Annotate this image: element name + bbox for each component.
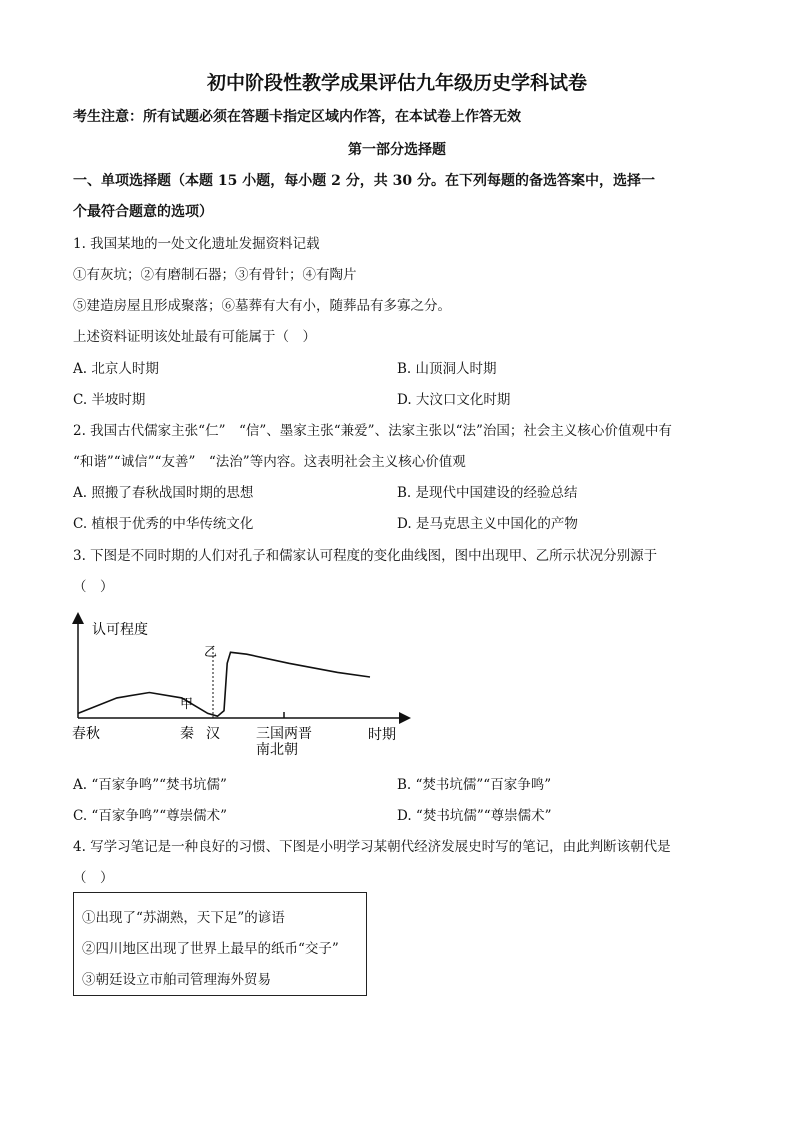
tick-label-qin: 秦 [180, 726, 194, 742]
section-heading-line1: 一、单项选择题（本题 15 小题，每小题 2 分，共 30 分。在下列每题的备选答案中，选择一 [73, 173, 655, 189]
y-axis-label: 认可程度 [92, 622, 148, 638]
q1-line4: 上述资料证明该处址最有可能属于（ ） [73, 329, 316, 345]
annotation-jia: 甲 [180, 697, 194, 712]
q1-option-c[interactable]: C. 半坡时期 [73, 392, 146, 408]
recognition-curve [78, 652, 370, 716]
section-heading-line2: 个最符合题意的选项） [73, 204, 213, 220]
tick-label-nanbei: 南北朝 [256, 742, 298, 757]
tick-label-chunqiu: 春秋 [72, 726, 100, 742]
q3-option-b[interactable]: B. “焚书坑儒”“百家争鸣” [397, 777, 552, 793]
page-title: 初中阶段性教学成果评估九年级历史学科试卷 [206, 72, 587, 94]
tick-label-han: 汉 [206, 726, 220, 742]
recognition-curve-chart [70, 612, 415, 757]
x-axis-label: 时期 [368, 727, 396, 743]
q1-option-a[interactable]: A. 北京人时期 [73, 361, 159, 377]
q2-option-a[interactable]: A. 照搬了春秋战国时期的思想 [73, 485, 254, 501]
q3-option-d[interactable]: D. “焚书坑儒”“尊崇儒术” [397, 808, 552, 824]
q1-stem: 1. 我国某地的一处文化遗址发掘资料记载 [73, 236, 320, 252]
q1-line3: ⑤建造房屋且形成聚落；⑥墓葬有大有小，随葬品有多寡之分。 [73, 298, 451, 314]
q2-option-b[interactable]: B. 是现代中国建设的经验总结 [397, 485, 578, 501]
q2-stem: 2. 我国古代儒家主张“仁” “信”、墨家主张“兼爱”、法家主张以“法”治国；社会主义核心价值观中有 [73, 423, 672, 439]
annotation-yi: 乙 [204, 645, 218, 660]
q1-option-d[interactable]: D. 大汶口文化时期 [397, 392, 511, 408]
q4-stem: 4. 写学习笔记是一种良好的习惯、下图是小明学习某朝代经济发展史时写的笔记，由此判断该朝代是 [73, 839, 671, 855]
q2-option-d[interactable]: D. 是马克思主义中国化的产物 [397, 516, 578, 532]
note-item: ②四川地区出现了世界上最早的纸币“交子” [82, 941, 339, 957]
q3-option-c[interactable]: C. “百家争鸣”“尊崇儒术” [73, 808, 228, 824]
study-notes-box [73, 892, 367, 996]
q1-option-b[interactable]: B. 山顶洞人时期 [397, 361, 497, 377]
q3-stem: 3. 下图是不同时期的人们对孔子和儒家认可程度的变化曲线图，图中出现甲、乙所示状况分别源于 [73, 548, 658, 564]
q3-line2: （ ） [73, 579, 114, 595]
part-heading: 第一部分选择题 [348, 142, 446, 158]
tick-label-sanguo: 三国两晋 [256, 726, 312, 742]
q1-line2: ①有灰坑；②有磨制石器；③有骨针；④有陶片 [73, 267, 357, 283]
note-item: ③朝廷设立市舶司管理海外贸易 [82, 972, 271, 988]
q4-line2: （ ） [73, 870, 114, 886]
q2-line2: “和谐”“诚信”“友善” “法治”等内容。这表明社会主义核心价值观 [73, 454, 466, 470]
q3-option-a[interactable]: A. “百家争鸣”“焚书坑儒” [73, 777, 227, 793]
note-item: ①出现了“苏湖熟，天下足”的谚语 [82, 910, 285, 926]
notice: 考生注意：所有试题必须在答题卡指定区域内作答，在本试卷上作答无效 [73, 109, 521, 125]
q2-option-c[interactable]: C. 植根于优秀的中华传统文化 [73, 516, 254, 532]
